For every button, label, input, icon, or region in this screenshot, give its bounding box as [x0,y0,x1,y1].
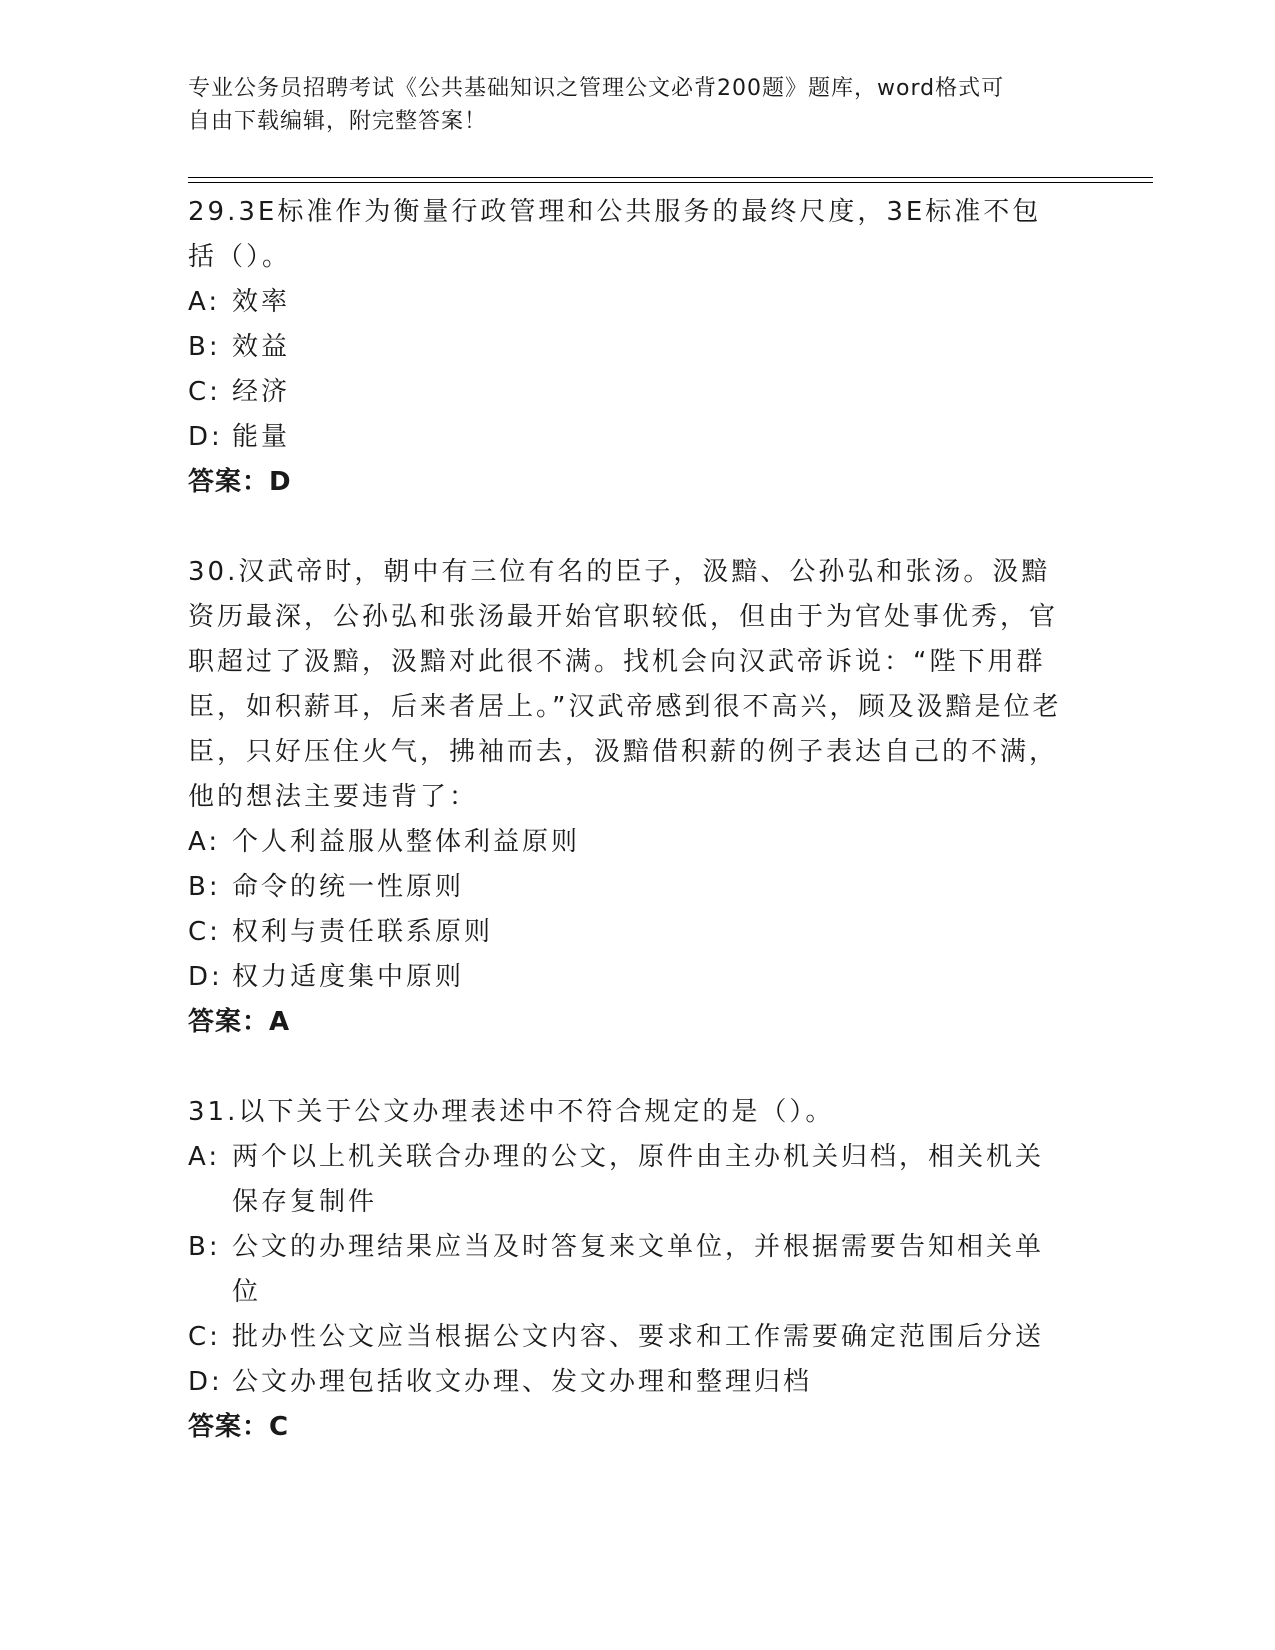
header-rule-top [188,177,1153,178]
option-c [188,910,1068,955]
option-b [188,325,1068,370]
option-letter: A: [188,1142,221,1172]
answer-label: 答案：D [188,467,292,497]
option-text: 经济 [232,377,291,407]
option-text: 效率 [232,287,291,317]
option-b [188,865,1068,910]
option-text: 命令的统一性原则 [232,872,465,902]
option-letter: A: [188,827,221,857]
header-line-2: 自由下载编辑，附完整答案！ [188,109,488,134]
option-letter: B: [188,872,221,902]
option-letter: C: [188,1322,221,1352]
header-line-1: 专业公务员招聘考试《公共基础知识之管理公文必背200题》题库，word格式可 [188,76,1005,101]
option-text: 个人利益服从整体利益原则 [232,827,581,857]
question-31 [188,1090,1068,1450]
option-a [188,1135,1068,1225]
answer-label: 答案：C [188,1412,290,1442]
header-rule-bottom [188,182,1153,183]
option-text: 公文办理包括收文办理、发文办理和整理归档 [232,1367,813,1397]
option-text: 效益 [232,332,291,362]
option-b [188,1225,1068,1315]
answer-label: 答案：A [188,1007,291,1037]
option-letter: B: [188,1232,221,1262]
question-29 [188,190,1068,505]
option-letter: B: [188,332,221,362]
option-a [188,280,1068,325]
option-letter: A: [188,287,221,317]
question-list [188,190,1068,1495]
question-30 [188,550,1068,1045]
option-text: 公文的办理结果应当及时答复来文单位，并根据需要告知相关单位 [232,1232,1045,1307]
header-text [188,72,1068,138]
question-stem: 29.3E标准作为衡量行政管理和公共服务的最终尺度，3E标准不包括（）。 [188,197,1042,272]
option-letter: D: [188,962,223,992]
option-d [188,955,1068,1000]
option-letter: D: [188,1367,223,1397]
option-c [188,370,1068,415]
option-text: 权利与责任联系原则 [232,917,494,947]
option-text: 批办性公文应当根据公文内容、要求和工作需要确定范围后分送 [232,1322,1045,1352]
option-letter: C: [188,917,221,947]
option-text: 权力适度集中原则 [232,962,465,992]
option-letter: C: [188,377,221,407]
option-text: 两个以上机关联合办理的公文，原件由主办机关归档，相关机关保存复制件 [232,1142,1045,1217]
option-d [188,415,1068,460]
document-header [188,72,1148,138]
option-text: 能量 [232,422,291,452]
question-stem: 30.汉武帝时，朝中有三位有名的臣子，汲黯、公孙弘和张汤。汲黯资历最深，公孙弘和张汤最开始官职较低，但由于为官处事优秀，官职超过了汲黯，汲黯对此很不满。找机会向汉武帝诉说：“陛下用群臣，如积薪耳，后来者居上。”汉武帝感到很不高兴，顾及汲黯是位老臣，只好压住火气，拂袖而去，汲黯借积薪的例子表达自己的不满，他的想法主要违背了： [188,557,1062,812]
option-c [188,1315,1068,1360]
option-a [188,820,1068,865]
option-d [188,1360,1068,1405]
option-letter: D: [188,422,223,452]
question-stem: 31.以下关于公文办理表述中不符合规定的是（）。 [188,1097,835,1127]
